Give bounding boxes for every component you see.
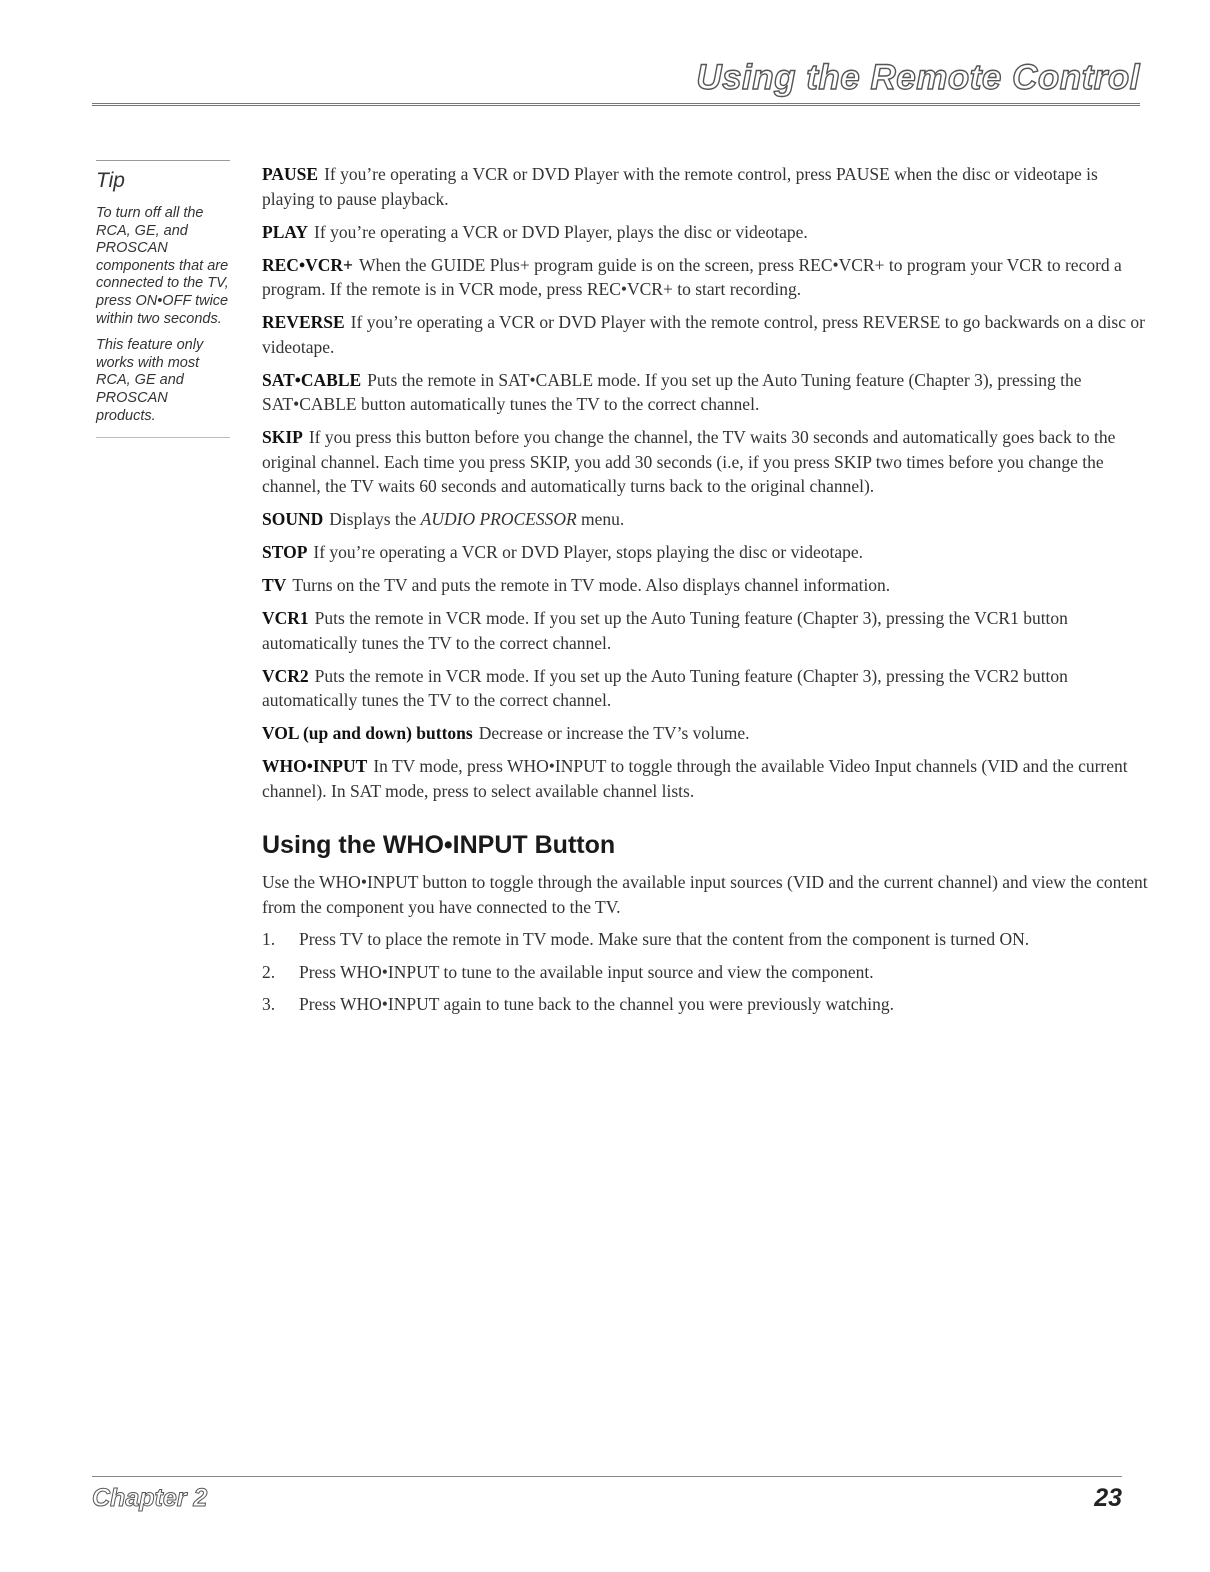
button-term: REC•VCR+: [262, 254, 353, 275]
tip-sidebar: [96, 160, 230, 438]
button-description-skip: [262, 425, 1152, 499]
footer-chapter-label: Chapter 2: [92, 1484, 208, 1512]
button-term: SAT•CABLE: [262, 369, 362, 390]
step-number: 1.: [262, 929, 276, 949]
button-description-vcr1: [262, 606, 1152, 655]
button-term: REVERSE: [262, 312, 345, 332]
button-description-text: Puts the remote in SAT•CABLE mode. If you set up the Auto Tuning feature (Chapter 3), pressing the SAT•CABLE button automatically tunes the TV to the correct channel.: [262, 369, 1082, 414]
button-description-text: Displays the: [329, 509, 417, 529]
button-description-text: In TV mode, press WHO•INPUT to toggle through the available Video Input channels (VID and the current channel). In SAT mode, press to select available channel lists.: [262, 756, 1128, 801]
button-description-stop: [262, 540, 1152, 565]
step-number: 3.: [262, 994, 276, 1014]
button-description-text: menu.: [581, 509, 625, 529]
page-header-title: Using the Remote Control: [696, 58, 1140, 97]
button-term: VCR1: [262, 608, 309, 628]
button-description-sat-cable: [262, 368, 1152, 417]
button-description-text: When the GUIDE Plus+ program guide is on the screen, press REC•VCR+ to program your VCR to record a program. If the remote is in VCR mode, press REC•VCR+ to start recording.: [262, 254, 1122, 299]
button-description-text: If you’re operating a VCR or DVD Player, plays the disc or videotape.: [314, 221, 808, 242]
tip-bottom-divider: [96, 437, 230, 438]
button-term: PAUSE: [262, 164, 319, 184]
button-description-sound: [262, 507, 1152, 532]
button-term: VOL (up and down) buttons: [262, 723, 473, 743]
button-description-vcr2: [262, 664, 1152, 713]
step-text: Press TV to place the remote in TV mode. Make sure that the content from the component is turned ON.: [299, 929, 1030, 949]
button-description-text: Puts the remote in VCR mode. If you set up the Auto Tuning feature (Chapter 3), pressing the VCR2 button automatically tunes the TV to the correct channel.: [262, 665, 1068, 710]
button-description-text: If you press this button before you change the channel, the TV waits 30 seconds and automatically goes back to the original channel. Each time you press SKIP, you add 30 seconds (i.e, if you press SKIP two times before you change the channel, the TV waits 60 seconds and automatically turns back to the original channel).: [262, 427, 1116, 496]
menu-name: AUDIO PROCESSOR: [420, 509, 577, 529]
page-number: 23: [1094, 1484, 1122, 1512]
button-description-text: If you’re operating a VCR or DVD Player, stops playing the disc or videotape.: [313, 542, 864, 562]
button-description-text: If you’re operating a VCR or DVD Player with the remote control, press PAUSE when the disc or videotape is playing to pause playback.: [262, 164, 1098, 209]
button-description-reverse: [262, 310, 1152, 359]
button-description-text: Decrease or increase the TV’s volume.: [478, 723, 750, 743]
button-description-text: Turns on the TV and puts the remote in TV mode. Also displays channel information.: [292, 575, 891, 595]
step-text: Press WHO•INPUT again to tune back to the channel you were previously watching.: [299, 994, 894, 1014]
button-description-rec-vcr: [262, 253, 1152, 302]
button-description-vol: [262, 721, 1152, 746]
button-term: TV: [262, 575, 287, 595]
step-item: [262, 960, 1152, 985]
step-number: 2.: [262, 961, 276, 982]
button-term: PLAY: [262, 221, 309, 242]
button-description-text: Puts the remote in VCR mode. If you set up the Auto Tuning feature (Chapter 3), pressing the VCR1 button automatically tunes the TV to the correct channel.: [262, 608, 1068, 653]
button-term: SKIP: [262, 427, 303, 447]
button-description-who-input: [262, 754, 1152, 803]
tip-top-divider: [96, 160, 230, 161]
tip-heading: Tip: [96, 169, 125, 192]
button-term: SOUND: [262, 509, 324, 529]
tip-paragraph: This feature only works with most RCA, GE and PROSCAN products.: [96, 337, 204, 424]
steps-list: [262, 927, 1152, 1017]
step-item: [262, 992, 1152, 1017]
step-item: [262, 927, 1152, 952]
button-term: STOP: [262, 542, 308, 562]
footer-rule: [92, 1476, 1122, 1477]
button-description-tv: [262, 573, 1152, 598]
button-description-play: [262, 220, 1152, 245]
button-term: VCR2: [262, 665, 309, 686]
button-description-text: If you’re operating a VCR or DVD Player with the remote control, press REVERSE to go backwards on a disc or videotape.: [262, 312, 1145, 357]
tip-paragraph: To turn off all the RCA, GE, and PROSCAN components that are connected to the TV, press ON•OFF twice within two seconds.: [96, 205, 229, 327]
button-description-pause: [262, 162, 1152, 211]
button-term: WHO•INPUT: [262, 756, 368, 776]
main-content: [262, 162, 1152, 1025]
step-text: Press WHO•INPUT to tune to the available input source and view the component.: [299, 961, 874, 982]
section-heading: Using the WHO•INPUT Button: [262, 831, 616, 859]
section-intro: Use the WHO•INPUT button to toggle through the available input sources (VID and the current channel) and view the content from the component you have connected to the TV.: [262, 872, 1148, 917]
header-rule: [92, 103, 1140, 106]
